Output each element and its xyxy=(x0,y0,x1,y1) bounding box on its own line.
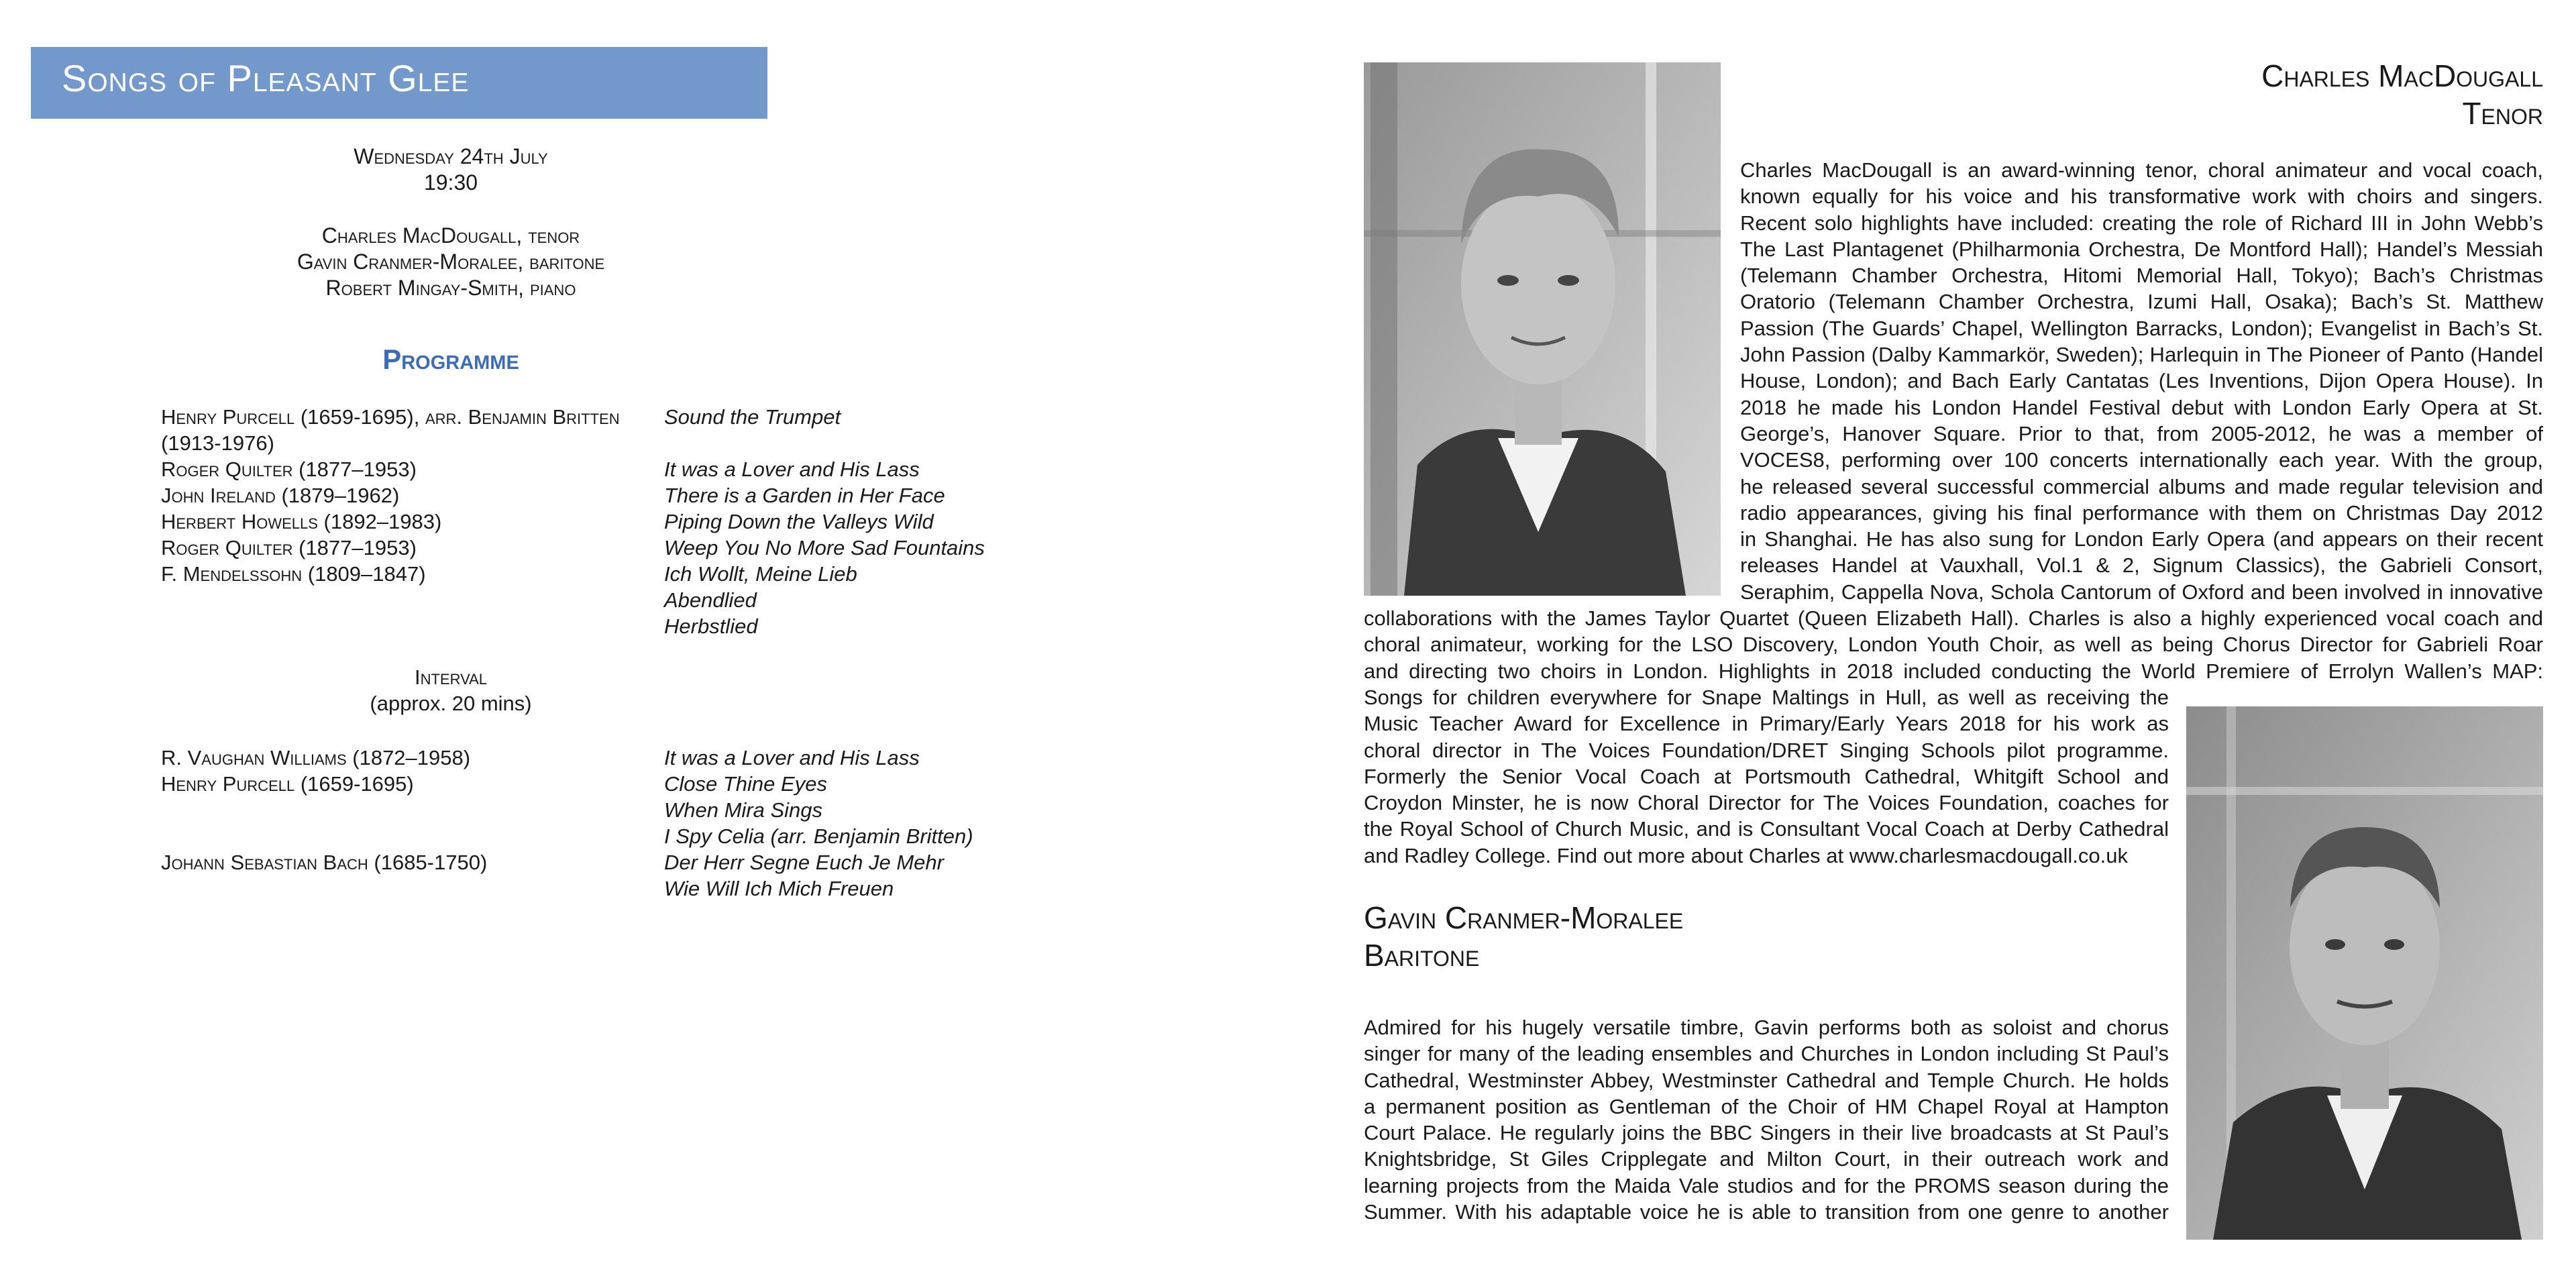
charles-bio-wrapped xyxy=(1740,157,2543,605)
bio-line: Music Teacher Award for Excellence in Primary/Early Years 2018 for his work as xyxy=(1364,712,2169,736)
bio-line: releases Handel at Vauxhall, Vol.1 & 2, Signum Classics), the Gabrieli Consort, xyxy=(1740,553,2543,578)
work-title xyxy=(664,430,1134,456)
programme-part1-works xyxy=(664,404,1134,639)
gavin-voice: Baritone xyxy=(1364,938,1480,973)
work-title: Ich Wollt, Meine Lieb xyxy=(664,562,857,586)
composer: Henry Purcell (1659-1695) xyxy=(161,772,414,796)
work-title: Wie Will Ich Mich Freuen xyxy=(664,877,894,900)
work-title: Close Thine Eyes xyxy=(664,772,827,796)
bio-line: Recent solo highlights have included: creating the role of Richard III in John Webb’s xyxy=(1740,211,2543,235)
bio-line: Admired for his hugely versatile timbre, Gavin performs both as soloist and chorus xyxy=(1364,1016,2169,1039)
gavin-bio xyxy=(1364,1014,2169,1225)
bio-line: VOCES8, performing over 100 concerts internationally each year. With the group, xyxy=(1740,448,2543,472)
programme-part2-composers xyxy=(161,745,657,875)
date-time-block xyxy=(67,144,835,196)
bio-line: collaborations with the James Taylor Quartet (Queen Elizabeth Hall). Charles is also a highly experienced vocal coach and xyxy=(1364,606,2543,630)
bio-line: Cathedral, Westminster Abbey, Westminster Cathedral and Temple Church. He holds xyxy=(1364,1068,2169,1092)
performers-list xyxy=(67,223,835,301)
bio-line: in Shanghai. He has also sung for London Early Opera (and appears on their recent xyxy=(1740,527,2543,551)
charles-name: Charles MacDougall xyxy=(2261,58,2543,93)
title-banner xyxy=(31,47,767,119)
work-title: Piping Down the Valleys Wild xyxy=(664,510,934,533)
composer: Herbert Howells (1892–1983) xyxy=(161,510,442,533)
right-page xyxy=(1288,0,2576,1288)
composer: F. Mendelssohn (1809–1847) xyxy=(161,562,426,586)
composer xyxy=(161,823,657,849)
bio-line: learning projects from the Maida Vale studios and for the PROMS season during the xyxy=(1364,1173,2169,1197)
bio-line: House, London); and Bach Early Cantatas (Les Inventions, Dijon Opera House). In xyxy=(1740,369,2543,393)
bio-line: The Last Plantagenet (Philharmonia Orchestra, De Montford Hall); Handel’s Messiah xyxy=(1740,237,2543,261)
composer xyxy=(161,797,657,823)
bio-line: Formerly the Senior Vocal Coach at Portsmouth Cathedral, Whitgift School and xyxy=(1364,764,2169,788)
interval-duration: (approx. 20 mins) xyxy=(370,692,532,715)
bio-line: Seraphim, Cappella Nova, Schola Cantorum of Oxford and been involved in innovative xyxy=(1740,580,2543,604)
composer: R. Vaughan Williams (1872–1958) xyxy=(161,746,471,769)
work-title: Sound the Trumpet xyxy=(664,405,841,429)
work-title: I Spy Celia (arr. Benjamin Britten) xyxy=(664,824,973,848)
performer-line: Robert Mingay-Smith, piano xyxy=(325,276,576,300)
bio-line: Court Palace. He regularly joins the BBC Singers in their live broadcasts at St Paul’s xyxy=(1364,1121,2169,1145)
bio-line: Oratorio (Telemann Chamber Orchestra, Izumi Hall, Osaka); Bach’s St. Matthew xyxy=(1740,290,2543,314)
concert-date: Wednesday 24th July xyxy=(354,144,548,168)
work-title: There is a Garden in Her Face xyxy=(664,484,945,507)
concert-title: Songs of Pleasant Glee xyxy=(62,57,470,99)
charles-bio-tail xyxy=(1364,684,2169,869)
bio-line: Summer. With his adaptable voice he is able to transition from one genre to another xyxy=(1364,1200,2169,1224)
bio-line: George’s, Hanover Square. Prior to that, from 2005-2012, he was a member of xyxy=(1740,421,2543,445)
concert-time: 19:30 xyxy=(423,170,478,195)
composer: John Ireland (1879–1962) xyxy=(161,484,400,507)
programme-part1-composers xyxy=(161,404,657,587)
bio-line: Passion (The Guards’ Chapel, Wellington Barracks, London); Evangelist in Bach’s St. xyxy=(1740,316,2543,340)
work-title: It was a Lover and His Lass xyxy=(664,458,920,481)
interval-label: Interval xyxy=(414,665,488,689)
work-title: Der Herr Segne Euch Je Mehr xyxy=(664,851,944,874)
bio-line: the Royal School of Church Music, and is Consultant Vocal Coach at Derby Cathedral xyxy=(1364,817,2169,841)
work-title: Weep You No More Sad Fountains xyxy=(664,536,985,559)
work-title: Abendlied xyxy=(664,588,757,612)
interval-block xyxy=(67,664,835,716)
bio-line: Songs for children everywhere for Snape Maltings in Hull, as well as receiving the xyxy=(1364,686,2169,709)
composer: Henry Purcell (1659-1695), arr. Benjamin Britten xyxy=(161,405,620,429)
charles-bio-full xyxy=(1364,605,2543,684)
performer-line: Charles MacDougall, tenor xyxy=(321,223,580,248)
performer-line: Gavin Cranmer-Moralee, baritone xyxy=(297,250,605,274)
bio-line: and directing two choirs in London. Highlights in 2018 included conducting the World Premiere of Errolyn Wallen’s MAP: xyxy=(1364,659,2543,683)
bio-line: a permanent position as Gentleman of the Choir of HM Chapel Royal at Hampton xyxy=(1364,1094,2169,1118)
charles-voice: Tenor xyxy=(2462,96,2543,131)
gavin-portrait-photo xyxy=(2186,706,2543,1240)
bio-line: known equally for his voice and his transformative work with choirs and singers. xyxy=(1740,184,2543,209)
charles-portrait-photo xyxy=(1364,62,1721,596)
gavin-name: Gavin Cranmer-Moralee xyxy=(1364,900,1684,935)
composer: Roger Quilter (1877–1953) xyxy=(161,458,417,481)
composer: Johann Sebastian Bach (1685-1750) xyxy=(161,851,488,874)
gavin-name-block xyxy=(1364,899,1683,974)
bio-line: 2018 he made his London Handel Festival debut with London Early Opera at St. xyxy=(1740,395,2543,419)
bio-line: choral director in The Voices Foundation/DRET Singing Schools pilot programme. xyxy=(1364,738,2169,762)
work-title: Herbstlied xyxy=(664,614,758,638)
work-title: It was a Lover and His Lass xyxy=(664,746,920,769)
programme-heading: Programme xyxy=(382,343,519,375)
bio-line: John Passion (Dalby Kammarkör, Sweden); Harlequin in The Pioneer of Panto (Handel xyxy=(1740,343,2543,367)
bio-line: singer for many of the leading ensembles and Churches in London including St Paul’s xyxy=(1364,1042,2169,1066)
charles-name-block xyxy=(2261,57,2543,132)
bio-line: radio appearances, giving his final performance with them on Christmas Day 2012 xyxy=(1740,500,2543,525)
bio-line: (Telemann Chamber Orchestra, Hitomi Memorial Hall, Tokyo); Bach’s Christmas xyxy=(1740,264,2543,288)
composer: (1913-1976) xyxy=(161,431,274,455)
bio-line: he released several successful commercial albums and made regular television and xyxy=(1740,474,2543,498)
bio-line: Croydon Minster, he is now Choral Director for The Voices Foundation, coaches for xyxy=(1364,791,2169,815)
bio-line: Knightsbridge, St Giles Cripplegate and Milton Court, in their outreach work and xyxy=(1364,1147,2169,1171)
work-title: When Mira Sings xyxy=(664,798,823,822)
bio-line: Charles MacDougall is an award-winning tenor, choral animateur and vocal coach, xyxy=(1740,158,2543,182)
programme-part2-works xyxy=(664,745,1134,902)
bio-line: choral animateur, working for the LSO Discovery, London Youth Choir, as well as being Chorus Director for Gabrieli Roar xyxy=(1364,633,2543,657)
bio-line: and Radley College. Find out more about Charles at www.charlesmacdougall.co.uk xyxy=(1364,843,2128,867)
composer: Roger Quilter (1877–1953) xyxy=(161,536,417,559)
